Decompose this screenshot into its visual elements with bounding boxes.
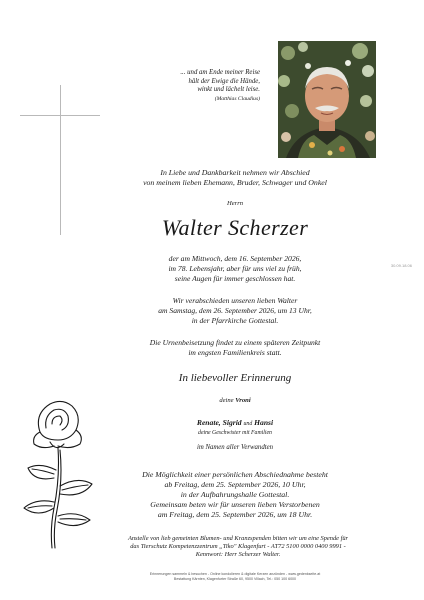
urn-line: im engsten Familienkreis statt.: [188, 348, 282, 357]
death-line: im 78. Lebensjahr, aber für uns viel zu früh,: [168, 264, 302, 273]
farewell-line: Die Möglichkeit einer persönlichen Abschiednahme besteht: [142, 470, 328, 479]
footer-credits: [90, 572, 380, 581]
farewell-line: am Freitag, dem 25. September 2026, um 18 Uhr.: [157, 510, 313, 519]
donation-line: das Tierschutz Kompetenzzentrum „Tiko" Klagenfurt - AT72 5100 0000 0400 9991 -: [130, 543, 346, 551]
death-line: der am Mittwoch, dem 16. September 2026,: [168, 254, 302, 263]
death-line: seine Augen für immer geschlossen hat.: [174, 274, 296, 283]
cross-vertical-line: [60, 85, 61, 235]
farewell-line: ab Freitag, dem 25. September 2026, 10 Uhr,: [164, 480, 306, 489]
siblings-names: Renate, Sigrid: [196, 418, 242, 427]
memory-heading: In liebevoller Erinnerung: [178, 372, 292, 384]
footer-line: Erinnerungen sammeln & besuchen - Online kondolieren & digitale Kerzen anzünden - www.gedenkseite.at: [149, 572, 321, 576]
poem: [110, 69, 260, 103]
spouse-prefix: deine: [219, 397, 234, 404]
funeral-line: am Samstag, dem 26. September 2026, um 13 Uhr,: [158, 306, 312, 315]
spouse-line: [90, 396, 380, 405]
urn-notice: [90, 338, 380, 358]
cross-horizontal-line: [20, 115, 100, 116]
footer-line: Bestattung Kärnten, Klagenfurter Straße 60, 9500 Villach, Tel.: 050 100 6000: [173, 576, 297, 581]
intro-line: von meinem lieben Ehemann, Bruder, Schwager und Onkel: [143, 178, 327, 188]
poem-line: hält der Ewige die Hände,: [188, 77, 260, 85]
donation-line: Anstelle von lieb gemeinten Blumen- und Kranzspenden bitten wir um eine Spende für: [127, 535, 349, 542]
rose-icon: [20, 398, 112, 550]
poem-author: (Matthias Claudius): [214, 95, 260, 102]
spouse-name: Vroni: [235, 397, 251, 404]
corner-code: 30.09.18.06: [390, 263, 412, 268]
death-notice: [90, 254, 380, 284]
siblings-last-name: Hansi: [254, 418, 274, 427]
intro-text: [90, 168, 380, 188]
farewell-line: in der Aufbahrungshalle Gottestal.: [180, 490, 290, 499]
funeral-line: in der Pfarrkirche Gottestal.: [191, 316, 279, 325]
poem-line: winkt und lächelt leise.: [197, 86, 260, 94]
intro-line: In Liebe und Dankbarkeit nehmen wir Abschied: [160, 168, 310, 177]
siblings-conjunction: und: [243, 421, 253, 427]
portrait-photo: [278, 41, 376, 158]
siblings-caption: deine Geschwister mit Familien: [198, 430, 272, 437]
funeral-line: Wir verabschieden unseren lieben Walter: [172, 296, 298, 305]
poem-line: ... und am Ende meiner Reise: [180, 69, 260, 76]
relatives-line: im Namen aller Verwandten: [196, 444, 274, 451]
farewell-notice: [90, 470, 380, 520]
siblings-names-line: [90, 418, 380, 429]
farewell-line: Gemeinsam beten wir für unseren lieben Verstorbenen: [150, 500, 320, 509]
donation-notice: [78, 535, 398, 560]
donation-line: Kennwort: Herr Scherzer Walter.: [195, 551, 281, 559]
portrait-illustration: [278, 41, 376, 158]
salutation: Herrn: [226, 200, 244, 207]
funeral-notice: [90, 296, 380, 326]
deceased-name: Walter Scherzer: [161, 215, 309, 240]
siblings-block: [90, 418, 380, 439]
urn-line: Die Urnenbeisetzung findet zu einem späteren Zeitpunkt: [149, 338, 321, 347]
